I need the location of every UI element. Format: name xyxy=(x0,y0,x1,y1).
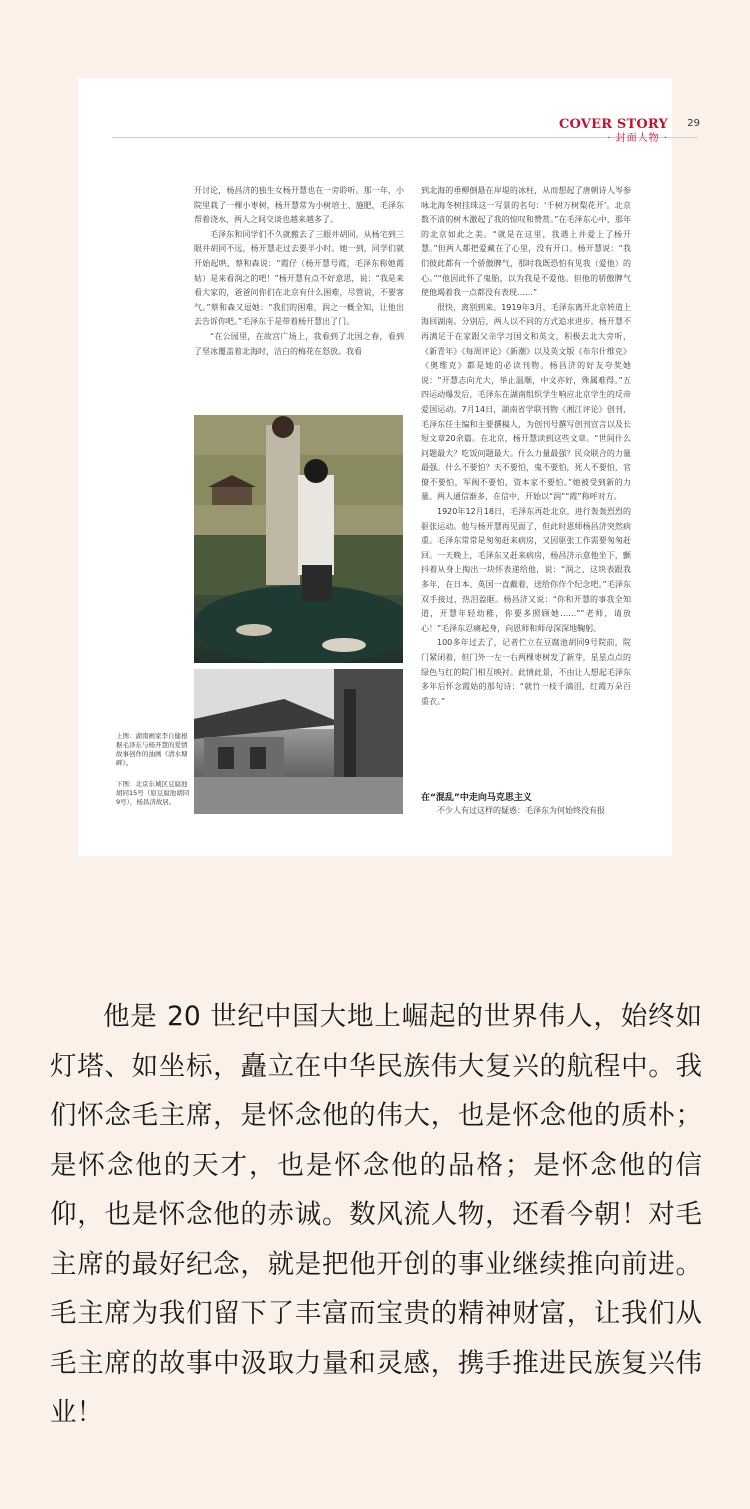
article-paragraph: 开讨论，杨昌济的独生女杨开慧也在一旁聆听。那一年，小院里栽了一棵小枣树，杨开慧常为小树培土、施肥，毛泽东帮着浇水，两人之间交谈也越来越多了。 xyxy=(194,186,404,225)
article-paragraph: 毛泽东和同学们不久就搬去了三眼井胡同。从杨宅到三眼井胡同不远，杨开慧走过去要半小时。她一到，同学们就开始起哄，蔡和森说：“霞仔（杨开慧号霞，毛泽东称她霞姑）是来看润之的吧！”杨开慧有点不好意思，说：“我是来看大家的，爸爸问你们在北京有什么困难，尽管说，不要客气。”蔡和森又逗她：“我们的困难，润之一概全知，让他出去告诉你吧。”毛泽东于是带着杨开慧出了门。 xyxy=(194,229,404,327)
article-paragraph: “在公园里，在故宫广场上，我看到了北国之春，看到了坚冰覆盖着北海时，洁白的梅花在怒放。我看 xyxy=(194,331,404,356)
caption-bottom: 下图：北京东城区豆腐池胡同15号（原豆腐池胡同9号），杨昌济故居。 xyxy=(116,780,190,806)
article-column-right xyxy=(421,184,631,709)
tribute-paragraph: 他是 20 世纪中国大地上崛起的世界伟人，始终如灯塔、如坐标，矗立在中华民族伟大复兴的航程中。我们怀念毛主席，是怀念他的伟大，也是怀念他的质朴；是怀念他的天才，也是怀念他的品格；是怀念他的信仰，也是怀念他的赤诚。数风流人物，还看今朝！对毛主席的最好纪念，就是把他开创的事业继续推向前进。毛主席为我们留下了丰富而宝贵的精神财富，让我们从毛主席的故事中汲取力量和灵感，携手推进民族复兴伟业！ xyxy=(50,1001,702,1428)
section-sub-label: · 封面人物 · xyxy=(607,133,668,144)
section-label: COVER STORY xyxy=(558,117,668,132)
article-subhead: 在“混乱”中走向马克思主义 xyxy=(421,793,532,803)
oil-painting-image xyxy=(194,415,403,663)
courtyard-photo xyxy=(194,669,403,814)
article-paragraph: 1920年12月18日，毛泽东再赴北京，进行轰轰烈烈的驱张运动。他与杨开慧再见面了，但此时恩师杨昌济突然病重。毛泽东常常是匆匆赶来病房，又因驱张工作需要匆匆赶回。一天晚上，毛泽东又赶来病房，杨昌济示意他坐下，颤抖着从身上掏出一块怀表递给他，说：“润之，这块表跟我多年，在日本、英国一直戴着，送给你作个纪念吧。”毛泽东双手接过，热泪盈眶。杨昌济又说：“你和开慧的事我全知道，开慧年轻幼稚，你要多照顾她……”“老师，请放心！”毛泽东忍痛起身，向恩师和师母深深地鞠躬。 xyxy=(421,507,631,633)
article-paragraph: 100多年过去了，记者伫立在豆腐池胡同9号院前，院门紧闭着，但门外一左一右两棵枣树发了新芽，星星点点的绿色与红的院门相互映衬。此情此景，不由让人想起毛泽东多年后怀念霞姑的那句诗：“就竹一枝千滴泪，红霞万朵百重衣。” xyxy=(421,638,631,706)
article-paragraph: 到北海的垂柳倒悬在岸堤的冰柱，从而想起了唐朝诗人岑参咏北海冬树挂珠这一写景的名句：‘千树万树梨花开’。北京数不清的树木激起了我的惊叹和赞赏。”在毛泽东心中，那年的北京如此之美。“就是在这里，我遇上并爱上了杨开慧。”但两人都把爱藏在了心里，没有开口。杨开慧说：“我们彼此都有一个骄傲脾气，那时我既恐怕有见我（爱他）的心。”“他因此怀了鬼胎，以为我是不爱他。但他的骄傲脾气使他竭着我一点都没有表现……” xyxy=(421,186,631,298)
section-header xyxy=(559,118,668,146)
tribute-text xyxy=(50,992,702,1438)
article-paragraph: 很快，离别到来。1919年3月，毛泽东离开北京转道上海回湖南。分别后，两人以不同的方式追求进步。杨开慧不再满足于在家跟父亲学习国文和英文，积极去北大旁听，《新青年》《每周评论》《新潮》以及英文版《布尔什维克》《奥维克》都是她的必读刊物。杨昌济的好友夸奖她说：“开慧志向尤大，举止温顺，中文亦好，殊属难得。”五四运动爆发后，毛泽东在湖南组织学生响应北京学生的反帝爱国运动。7月14日，湖南省学联刊物《湘江评论》创刊，毛泽东任主编和主要撰稿人，为创刊号撰写创刊宣言以及长短文章20余篇。在北京，杨开慧读到这些文章。“世间什么问题最大？吃饭问题最大。什么力量最强？民众联合的力量最强。什么不要怕？天不要怕，鬼不要怕，死人不要怕，官僚不要怕，军阀不要怕，资本家不要怕。”她被受到新的力量。两人通信渐多，在信中，开始以“润”“霞”称呼对方。 xyxy=(421,302,631,502)
caption-top: 上图：湖南画家李自健根据毛泽东与杨开慧的爱情故事创作的油画《清水塘畔》。 xyxy=(116,732,188,767)
article-column-left xyxy=(194,184,404,359)
page-number: 29 xyxy=(687,118,700,129)
article-subhead-lead: 不少人有过这样的疑惑：毛泽东为何始终没有报 xyxy=(437,806,605,815)
